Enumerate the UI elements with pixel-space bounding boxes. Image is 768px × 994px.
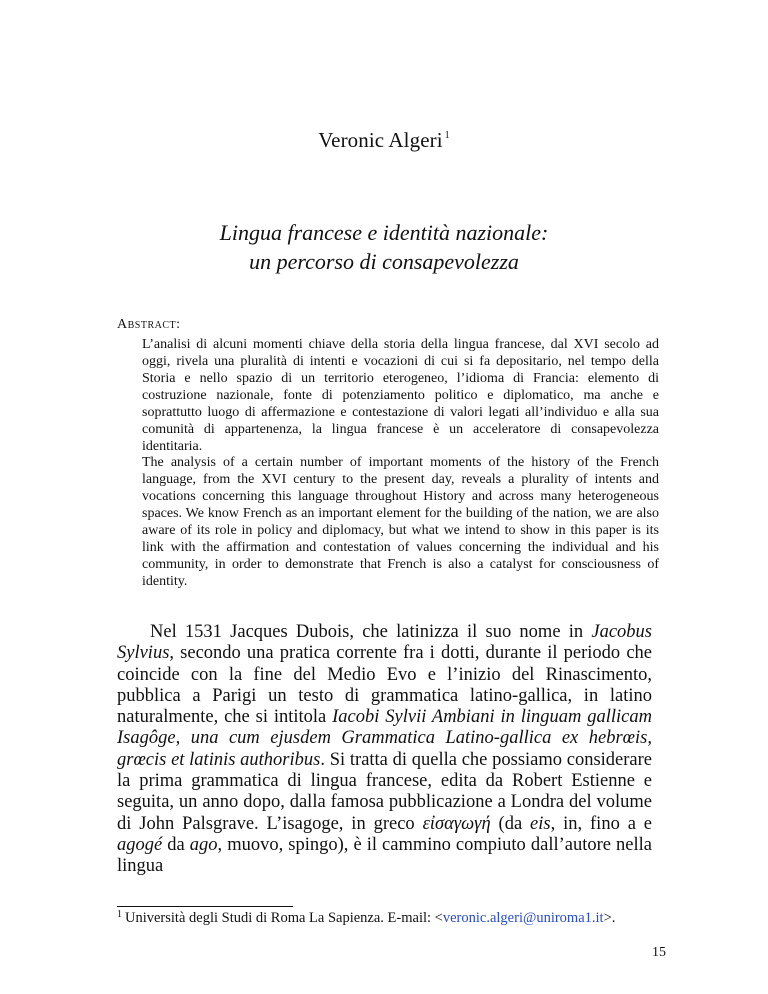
author-text: Veronic Algeri xyxy=(318,128,443,152)
footnote-text: Università degli Studi di Roma La Sapienza. E-mail: xyxy=(125,910,435,926)
page-number: 15 xyxy=(652,945,666,960)
etymology-term: eis xyxy=(530,813,551,834)
author-footnote-marker[interactable]: 1 xyxy=(444,130,450,141)
body-text-run: , muovo, spingo), è il cammino compiuto dall’autore nella lingua xyxy=(117,834,652,877)
abstract-english: The analysis of a certain number of important moments of the history of the French language, from the XVI century to the present day, reveals a plurality of intents and vocations concerning this language throughout History and across many heterogeneous spaces. We know French as an important element for the building of the nation, we are also aware of its role in policy and diplomacy, but what we intend to show in this paper is its link with the affirmation and contestation of values concerning the individual and his community, in order to demonstrate that French is also a catalyst for consciousness of identity. xyxy=(142,455,659,589)
email-link[interactable]: veronic.algeri@uniroma1.it xyxy=(442,910,604,926)
footnote-divider xyxy=(117,906,293,907)
body-text-run: Nel 1531 Jacques Dubois, che latinizza il suo nome in xyxy=(150,622,592,642)
body-paragraph xyxy=(117,622,652,878)
title-line-2: un percorso di consapevolezza xyxy=(249,249,519,274)
body-text-run: . Si tratta di quella che possiamo considerare la prima grammatica di lingua francese, edita da Robert Estienne e seguita, un anno dopo, dalla famosa pubblicazione a Londra del volume di John Palsgrave. L’isagoge, in greco xyxy=(117,749,652,834)
abstract-heading-initial: A xyxy=(117,317,128,332)
article-title xyxy=(0,218,768,276)
abstract-heading xyxy=(117,317,181,333)
email-bracket-close: >. xyxy=(603,910,616,926)
etymology-term: ago xyxy=(189,834,218,855)
book-title: Iacobi Sylvii Ambiani in linguam gallicam Isagôge, una cum ejusdem Grammatica Latino-gallica ex hebrœis, grœcis et latinis authoribus xyxy=(117,707,652,770)
abstract-italian: L’analisi di alcuni momenti chiave della storia della lingua francese, dal XVI secolo ad oggi, rivela una pluralità di intenti e vocazioni di cui si fa depositario, nel tempo della Storia e nello spazio di un territorio eterogeneo, l’idioma di Francia: elemento di costruzione nazionale, fonte di potenziamento politico e diplomatico, ma anche e soprattutto luogo di affermazione e contestazione di valori legati all’individuo e alla sua comunità di appartenenza, la lingua francese è un acceleratore di consapevolezza identitaria. xyxy=(142,337,659,454)
email-bracket-open: < xyxy=(434,910,443,926)
body-text-run: da xyxy=(162,834,190,855)
title-line-1: Lingua francese e identità nazionale: xyxy=(219,220,549,245)
body-text-run: , secondo una pratica corrente fra i dotti, durante il periodo che coincide con la fine del Medio Evo e l’inizio del Rinascimento, pubblica a Parigi un testo di grammatica latino-gallica, in latino naturalmente, che si intitola xyxy=(117,643,652,728)
greek-term: εἰσαγωγή xyxy=(422,813,491,834)
footnote xyxy=(117,909,677,927)
author-name xyxy=(0,128,768,153)
abstract-heading-rest: bstract: xyxy=(127,317,181,332)
latin-name: Jacobus Sylvius xyxy=(117,622,652,664)
body-text-run: , in, fino a e xyxy=(550,813,652,834)
body-text-run: (da xyxy=(490,813,531,834)
etymology-term: agogé xyxy=(117,834,163,855)
footnote-marker: 1 xyxy=(117,909,122,920)
body-text xyxy=(117,622,652,878)
